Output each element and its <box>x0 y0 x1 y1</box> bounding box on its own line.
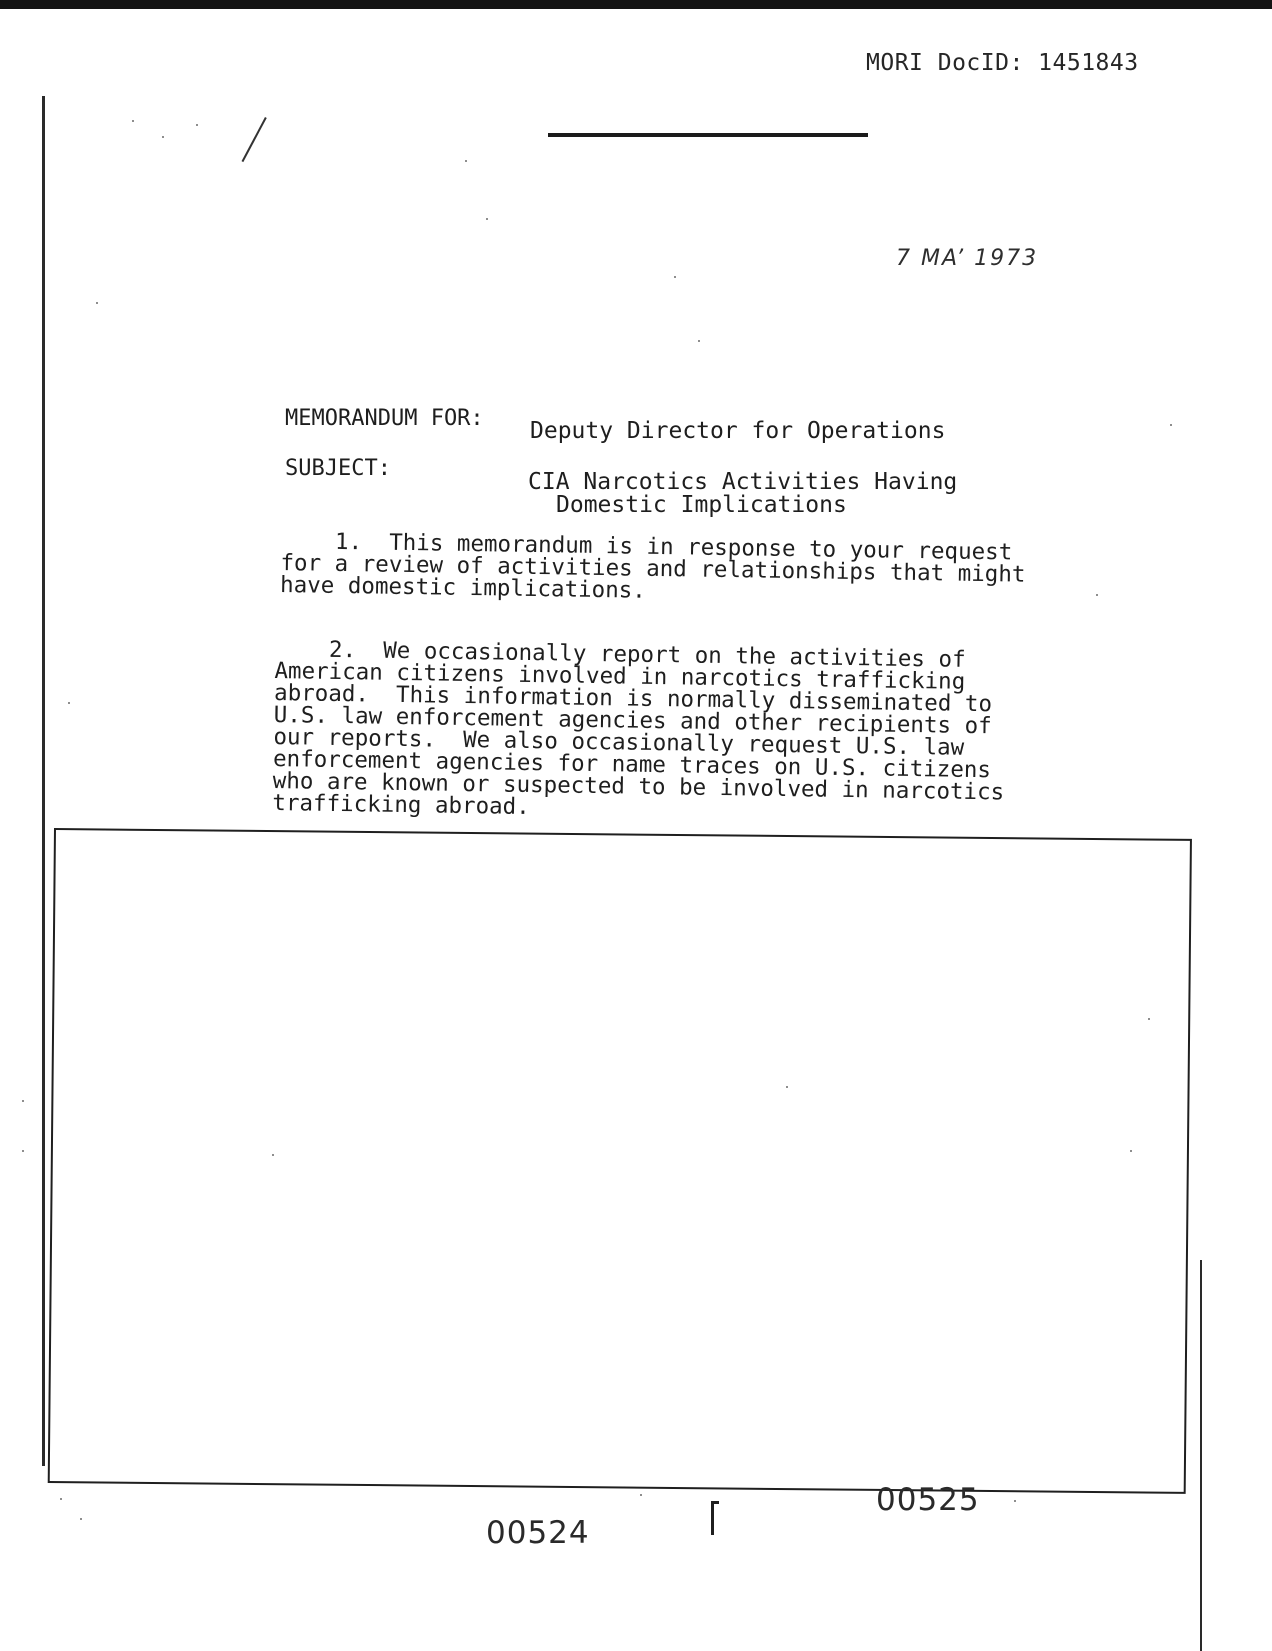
scan-speck <box>272 1154 274 1156</box>
scan-speck <box>96 302 98 304</box>
subject-label: SUBJECT: <box>285 456 391 481</box>
bracket-mark <box>711 1501 714 1535</box>
scan-speck <box>22 1150 24 1152</box>
scan-speck <box>1170 424 1172 426</box>
scan-speck <box>640 1494 642 1496</box>
memorandum-for-label: MEMORANDUM FOR: <box>285 406 484 431</box>
scan-speck <box>132 120 134 122</box>
memorandum-for-value: Deputy Director for Operations <box>530 418 946 444</box>
scan-speck <box>486 218 488 220</box>
scan-top-edge <box>0 0 1272 9</box>
scan-speck <box>22 1100 24 1102</box>
bates-number-right: 00525 <box>876 1482 980 1518</box>
header-rule <box>548 133 868 137</box>
paragraph-1: 1. This memorandum is in response to your request for a review of activities and relationships that might have domestic implications. <box>279 528 1026 604</box>
scan-speck <box>68 702 70 704</box>
scan-speck <box>1148 1018 1150 1020</box>
scan-speck <box>674 276 676 278</box>
pen-slash-mark <box>242 117 267 162</box>
scan-speck <box>80 1518 82 1520</box>
date-stamp: 7 MA’ 1973 <box>896 246 1039 271</box>
redaction-box <box>48 828 1192 1494</box>
paragraph-2: 2. We occasionally report on the activities of American citizens involved in narcotics trafficking abroad. This information is normally disseminated to U.S. law enforcement agencies and other recipients of our reports. We also occasionally request U.S. law enforcement agencies for name traces on U.S. citizens who are known or suspected to be involved in narcotics trafficking abroad. <box>272 636 1005 821</box>
scan-speck <box>196 124 198 126</box>
scan-speck <box>698 340 700 342</box>
doc-id-header: MORI DocID: 1451843 <box>866 50 1139 76</box>
scan-speck <box>1096 594 1098 596</box>
scan-speck <box>1014 1500 1016 1502</box>
scan-speck <box>465 160 467 162</box>
subject-value-line1: CIA Narcotics Activities Having <box>528 469 958 495</box>
scan-speck <box>60 1498 62 1500</box>
left-margin-rule <box>42 96 45 1466</box>
bates-number-left: 00524 <box>486 1515 590 1551</box>
right-margin-rule <box>1200 1260 1202 1651</box>
scan-speck <box>1130 1150 1132 1152</box>
scan-speck <box>786 1086 788 1088</box>
subject-value-line2: Domestic Implications <box>556 492 847 518</box>
scan-speck <box>162 136 164 138</box>
